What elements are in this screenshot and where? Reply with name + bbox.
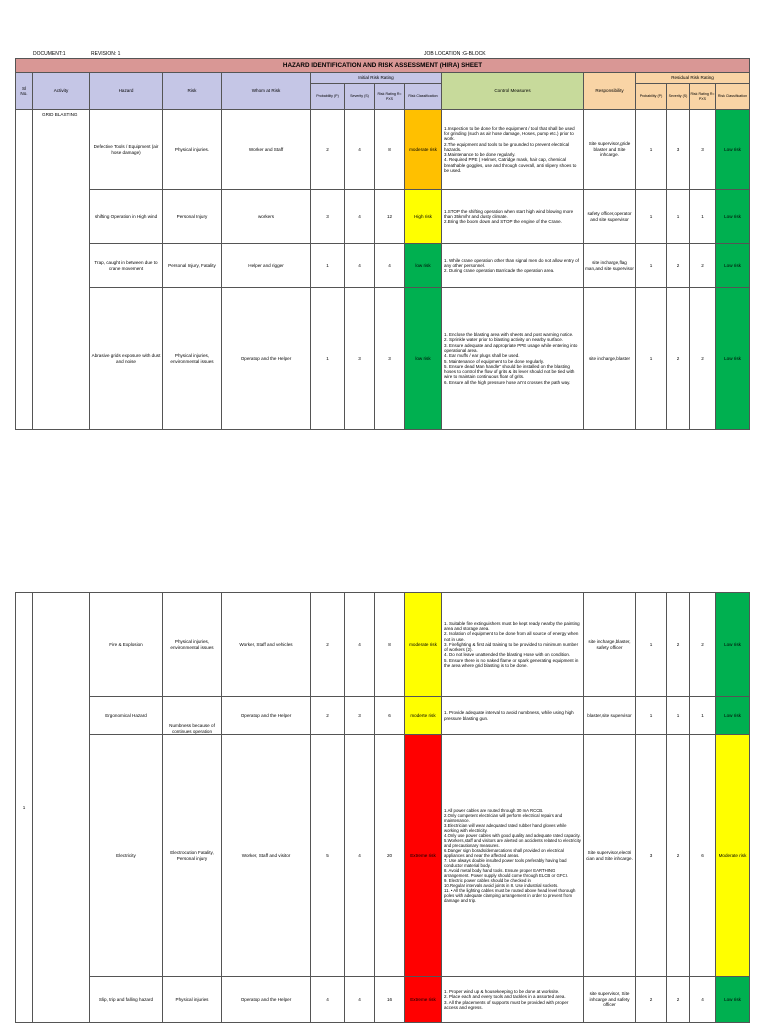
whom-cell: Operatop and the Helper [222,977,311,1023]
hira-table-page-1 [15,58,750,430]
res-probability-cell: 1 [636,190,667,244]
sl-cell: 1 [16,593,33,1023]
probability-cell: 2 [311,593,345,697]
col-responsibility: Responsibility [584,73,636,110]
col-res-probability: Probability (P) [636,84,667,110]
severity-cell: 4 [345,244,375,288]
res-probability-cell: 3 [636,735,667,977]
res-classification-cell: Low risk [716,190,750,244]
control-cell: 1.Inspection to be done for the equipment / tool that shall be used for grinding (such as air hose damage, Hoses, pump etc.) prior to work. 2.The equipment and tools to be grounded to prevent electrical hazards. 3.Maintenance to be done regularly. 4. Required PPE ( Helmet, Catridge mask, hair cap, chemical breathable goggles, use and through coverall, anti slipery shoes to be used. [442,110,584,190]
rating-cell: 6 [375,697,405,735]
severity-cell: 4 [345,110,375,190]
col-classification: Risk Classification [405,84,442,110]
risk-cell: Physical injuries, environmental issues [163,593,222,697]
sheet-title: HAZARD IDENTIFICATION AND RISK ASSESSMENT (HIRA) SHEET [16,59,750,73]
col-control: Control Measures [442,73,584,110]
hazard-cell: Ergonomical Hazard [90,697,163,735]
risk-cell: Numbness because of continues operation [163,697,222,735]
risk-cell: Physical injuries, environmental issues [163,288,222,430]
col-sl: Sl No. [16,73,33,110]
control-cell: 1. Enclose the blasting area with sheets and post warning notice. 2. Sprinkle water prior to blasting activity on nearby surface. 3. Ensure adequate and appropriate PPE usage while entering into operational area. 4. Ear muffs / ear plugs shall be used. 5. Maintenance of equipment to be done regularly. 5. Ensure dead Man handle" should be installed on the blasting hoses to control the flow of grits & its lever should not be tied with wire to maintain continuous floa! of grits. 6. Ensure all the high pressure hose ar'nt crosses the path way. [442,288,584,430]
responsibility-cell: site incharge,blaster, safety officer [584,593,636,697]
responsibility-cell: safety officer,operator and site supervisor [584,190,636,244]
probability-cell: 3 [311,190,345,244]
severity-cell: 3 [345,697,375,735]
col-res-rating: Risk Rating R= PXS [690,84,716,110]
res-probability-cell: 1 [636,288,667,430]
res-rating-cell: 1 [690,190,716,244]
activity-cell [33,593,90,1023]
probability-cell: 4 [311,977,345,1023]
col-rating: Risk Rating R= PXS [375,84,405,110]
responsibility-cell: blaster,site supervisor [584,697,636,735]
hazard-cell: Slip, trip and falling hazard [90,977,163,1023]
col-res-severity: Severity (S) [667,84,690,110]
res-severity-cell: 2 [667,288,690,430]
table-row [16,977,750,1023]
severity-cell: 4 [345,593,375,697]
revision-number: REVISION: 1 [91,51,121,57]
probability-cell: 1 [311,244,345,288]
whom-cell: Worker, Staff and vehicles [222,593,311,697]
res-rating-cell: 2 [690,288,716,430]
res-rating-cell: 4 [690,977,716,1023]
res-severity-cell: 2 [667,735,690,977]
responsibility-cell: site supervisor, Site inhcarge and safety officer [584,977,636,1023]
responsibility-cell: Site supervisor,gride blaster and Site inhcarge. [584,110,636,190]
table-row [16,190,750,244]
res-probability-cell: 1 [636,697,667,735]
classification-cell: low risk [405,244,442,288]
hazard-cell: shifting Operation in High wind [90,190,163,244]
hazard-cell: Abrasive grids exposure with dust and noise [90,288,163,430]
col-hazard: Hazard [90,73,163,110]
table-row [16,288,750,430]
hazard-cell: Electricity [90,735,163,977]
col-residual-group: Residual Risk Rating [636,73,750,84]
risk-cell: Personal Injury, Fatality [163,244,222,288]
col-probability: Probability (P) [311,84,345,110]
res-rating-cell: 3 [690,110,716,190]
responsibility-cell: site incharge,flag man,and site supervisor [584,244,636,288]
risk-cell: Physical injuries [163,977,222,1023]
hazard-cell: Defective Tools / Equipment (air hose damage) [90,110,163,190]
probability-cell: 5 [311,735,345,977]
rating-cell: 3 [375,288,405,430]
table-row [16,593,750,697]
res-classification-cell: Low risk [716,593,750,697]
col-initial-group: Initial Risk Rating [311,73,442,84]
col-risk: Risk [163,73,222,110]
res-classification-cell: Moderate risk [716,735,750,977]
control-cell: 1.STOP the shifting operation when start high wind blowing more than 35km/hr and dusty climate. 2.Bring the boom down and STOP the engine of the Crane. [442,190,584,244]
rating-cell: 16 [375,977,405,1023]
classification-cell: High risk [405,190,442,244]
whom-cell: Helper and rigger [222,244,311,288]
whom-cell: workers [222,190,311,244]
rating-cell: 12 [375,190,405,244]
risk-cell: Physical injuries. [163,110,222,190]
res-rating-cell: 6 [690,735,716,977]
table-row [16,697,750,735]
table-row [16,735,750,977]
severity-cell: 4 [345,977,375,1023]
probability-cell: 2 [311,110,345,190]
risk-cell: Electrocution Fatality, Personal injury [163,735,222,977]
classification-cell: moderate risk [405,593,442,697]
res-rating-cell: 2 [690,244,716,288]
res-classification-cell: Low risk [716,110,750,190]
res-classification-cell: Low risk [716,244,750,288]
rating-cell: 8 [375,110,405,190]
res-probability-cell: 1 [636,110,667,190]
rating-cell: 20 [375,735,405,977]
control-cell: 1.All power cables are routed through 30 mA RCCB. 2.Only competent electrician will perform electrical repairs and maintenance. 3.Electrician will wear adequated rated rubber hand gloves while working with electricity. 4.Only use power cables with good quality and adequate rated capacity. 5.Workers,staff and visitors are alerted on accidents related to electricity and precautionary measures. 6.Danger sign borads/demarcations shall provided on electrical appliances and near the affected areas. 7. Use always double insulted power tools preferably having bad conductor material body. 8. Avoid metal body hand tools. Ensure proper EARTHING arrangement. Power supply should come through ELCB or GFCI. 9. Electric power cables should be checked in 10.Regular intervals avoid joints in 8. Use industrial sockets. 11. • All the lighting cables must be routed above head level thorough poles with adequate clamping arrangement in order to prevent from damage and trip. [442,735,584,977]
probability-cell: 2 [311,697,345,735]
responsibility-cell: site incharge,blaster [584,288,636,430]
severity-cell: 4 [345,735,375,977]
control-cell: 1. Provide adequate interval to avoid numbness, while using high pressure blasting gun. [442,697,584,735]
res-probability-cell: 1 [636,244,667,288]
res-rating-cell: 2 [690,593,716,697]
table-row [16,110,750,190]
res-severity-cell: 1 [667,697,690,735]
classification-cell: Extreme risk [405,977,442,1023]
classification-cell: Extreme risk [405,735,442,977]
hazard-cell: Fire & Explosion [90,593,163,697]
table-row [16,244,750,288]
res-severity-cell: 3 [667,110,690,190]
activity-cell: GRID BLASTING [33,110,90,430]
hira-table-page-2 [15,592,750,1023]
rating-cell: 8 [375,593,405,697]
res-severity-cell: 2 [667,977,690,1023]
col-whom: Whom at Risk [222,73,311,110]
whom-cell: Worker, Staff and visitor [222,735,311,977]
hazard-cell: Trap, caught in between due to crane movement [90,244,163,288]
whom-cell: Worker and Staff [222,110,311,190]
control-cell: 1. While crane operation other than signal men do not allow entry of any other personnel. 2. During crane operation Barricade the operation area. [442,244,584,288]
classification-cell: low risk [405,288,442,430]
control-cell: 1. Proper wind up & housekeeping to be done at worksite. 2. Place each and every tools and tackles in a assorted area. 3. All the placements of supports must be provided with proper access and egress. [442,977,584,1023]
job-location: JOB LOCATION :G-BLOCK [424,51,486,57]
res-severity-cell: 1 [667,190,690,244]
col-severity: Severity (S) [345,84,375,110]
severity-cell: 4 [345,190,375,244]
classification-cell: moderte risk [405,697,442,735]
whom-cell: Operatop and the Helper [222,697,311,735]
res-classification-cell: Low risk [716,697,750,735]
res-probability-cell: 2 [636,977,667,1023]
res-probability-cell: 1 [636,593,667,697]
sl-cell [16,110,33,430]
responsibility-cell: Site supervisor,electri cian and Site inhcarge. [584,735,636,977]
control-cell: 1. Suitable fire extinguishers must be kept ready nearby the painting area and storage area. 2. Isolation of equipment to be done from all source of energy when not in use. 3. Firefighting & first aid training to be provided to minimum number of workers (2). 4. Do not leave unattended the blasting Hose with on condition. 5. Ensure there is no naked flame or spark generating equipment in the area where grid blasting is to be done. [442,593,584,697]
res-severity-cell: 2 [667,593,690,697]
res-classification-cell: Low risk [716,288,750,430]
rating-cell: 4 [375,244,405,288]
res-classification-cell: Low risk [716,977,750,1023]
risk-cell: Personal Injury [163,190,222,244]
classification-cell: moderate risk [405,110,442,190]
severity-cell: 3 [345,288,375,430]
col-res-classification: Risk Classification [716,84,750,110]
document-number: DOCUMENT:1 [33,51,66,57]
res-rating-cell: 1 [690,697,716,735]
whom-cell: Operatop and the Helper [222,288,311,430]
res-severity-cell: 2 [667,244,690,288]
col-activity: Activity [33,73,90,110]
probability-cell: 1 [311,288,345,430]
